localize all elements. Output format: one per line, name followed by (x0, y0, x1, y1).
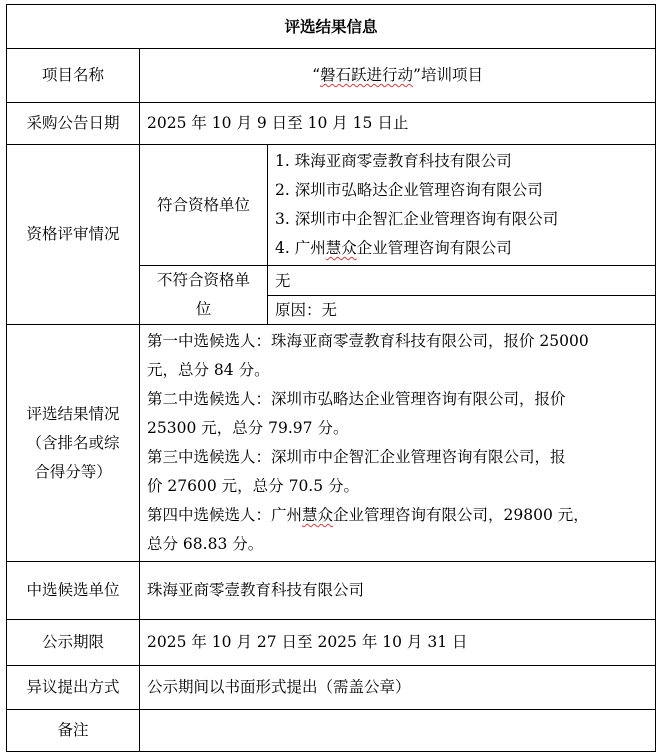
results-label: 评选结果情况 （含排名或综 合得分等） (7, 325, 140, 562)
result-info-table (6, 4, 656, 752)
result-line: 元，总分 84 分。 (147, 361, 270, 379)
qualified-row (7, 145, 656, 266)
notice-row (7, 620, 656, 666)
date-row (7, 103, 656, 145)
unqualified-label: 不符合资格单 位 (140, 266, 268, 325)
remark-label: 备注 (7, 710, 140, 752)
title-row (7, 5, 656, 49)
notice-value: 2025 年 10 月 27 日至 2025 年 10 月 31 日 (140, 620, 656, 666)
qualified-item: 3. 深圳市中企智汇企业管理咨询有限公司 (275, 210, 559, 228)
results-row (7, 325, 656, 562)
result-line: 第二中选候选人：深圳市弘略达企业管理咨询有限公司，报价 (147, 390, 566, 408)
remark-value (140, 710, 656, 752)
objection-label: 异议提出方式 (7, 666, 140, 710)
qualification-label: 资格评审情况 (7, 145, 140, 325)
notice-label: 公示期限 (7, 620, 140, 666)
unqualified-cell (268, 266, 656, 325)
project-value-name: 磐石跃进行动 (320, 66, 414, 84)
table-title: 评选结果信息 (7, 5, 656, 49)
result-line: 第四中选候选人：广州慧众企业管理咨询有限公司，29800 元， (147, 506, 589, 524)
winner-label: 中选候选单位 (7, 562, 140, 620)
project-value-prefix: “ (312, 66, 320, 84)
qualified-list (268, 145, 656, 266)
result-line: 价 27600 元，总分 70.5 分。 (147, 477, 360, 495)
qualified-item: 2. 深圳市弘略达企业管理咨询有限公司 (275, 181, 543, 199)
result-line: 第三中选候选人：深圳市中企智汇企业管理咨询有限公司，报 (147, 448, 566, 466)
project-value (140, 49, 656, 103)
date-label: 采购公告日期 (7, 103, 140, 145)
qualified-item: 4. 广州慧众企业管理咨询有限公司 (275, 239, 512, 257)
project-value-suffix: ”培训项目 (413, 66, 483, 84)
qualified-item: 1. 珠海亚商零壹教育科技有限公司 (275, 152, 512, 170)
winner-value: 珠海亚商零壹教育科技有限公司 (140, 562, 656, 620)
unqualified-reason: 原因：无 (275, 300, 338, 319)
result-line: 第一中选候选人：珠海亚商零壹教育科技有限公司，报价 25000 (147, 332, 589, 350)
results-value (140, 325, 656, 562)
project-row (7, 49, 656, 103)
result-line: 25300 元，总分 79.97 分。 (147, 419, 349, 437)
project-label: 项目名称 (7, 49, 140, 103)
objection-value: 公示期间以书面形式提出（需盖公章） (140, 666, 656, 710)
date-value: 2025 年 10 月 9 日至 10 月 15 日止 (140, 103, 656, 145)
result-line: 总分 68.83 分。 (147, 535, 264, 553)
remark-row (7, 710, 656, 752)
qualified-label: 符合资格单位 (140, 145, 268, 266)
unqualified-value: 无 (268, 267, 655, 296)
objection-row (7, 666, 656, 710)
winner-row (7, 562, 656, 620)
